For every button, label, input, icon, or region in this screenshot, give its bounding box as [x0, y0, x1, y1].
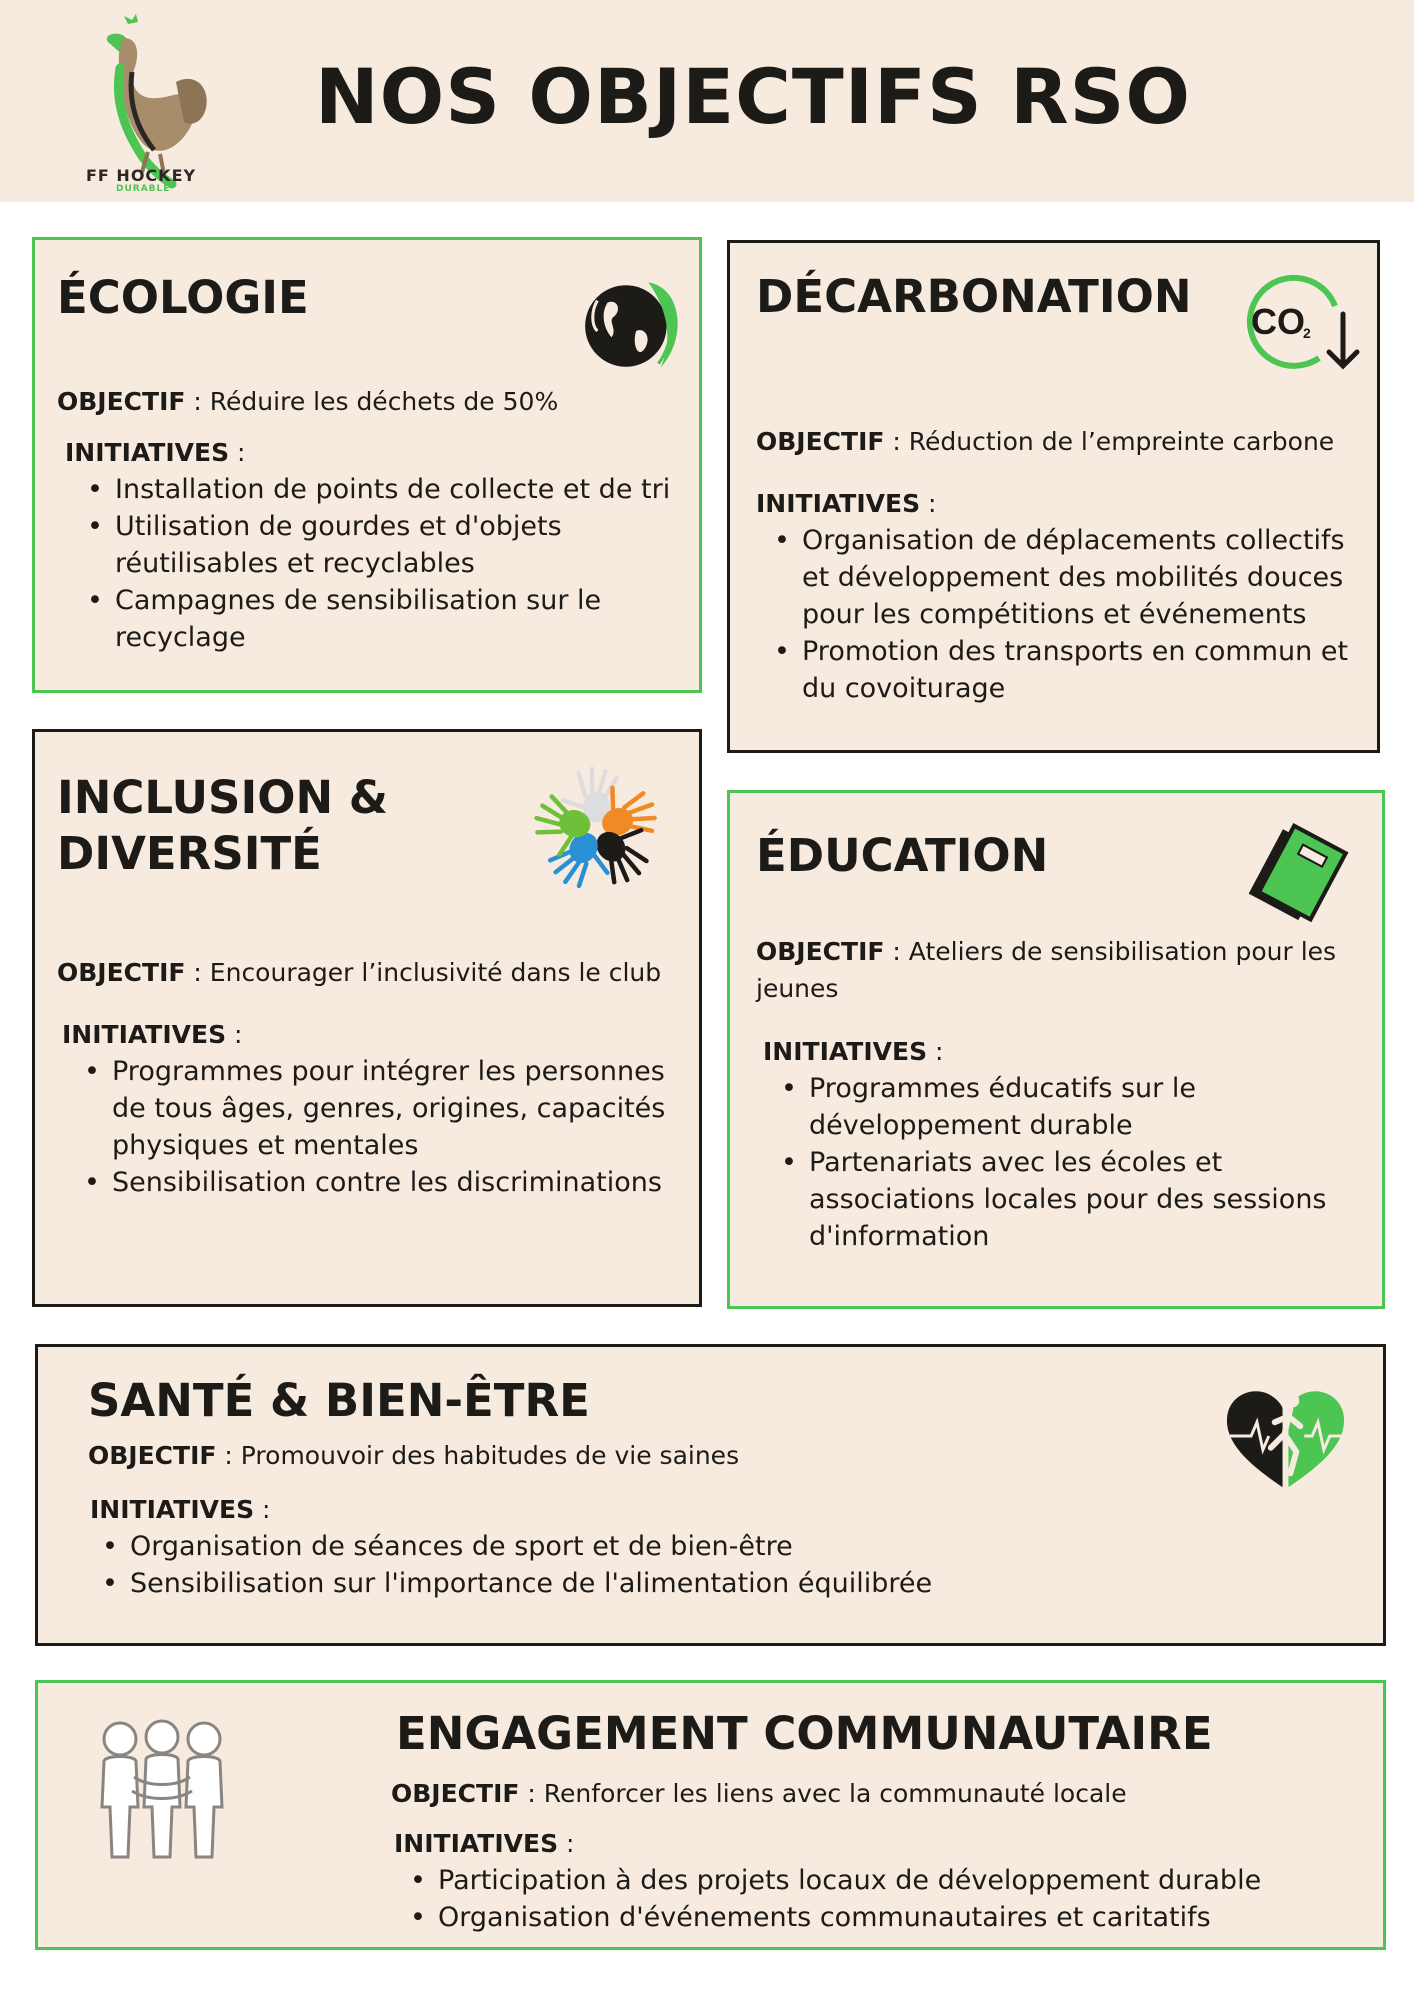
initiatives-heading: INITIATIVES : [65, 438, 246, 467]
initiatives-label: INITIATIVES [90, 1495, 255, 1524]
list-item: • Installation de points de collecte et de tri [85, 471, 670, 508]
initiatives-heading: INITIATIVES : [763, 1037, 944, 1066]
initiatives-label: INITIATIVES [394, 1829, 559, 1858]
objective-label: OBJECTIF [391, 1779, 520, 1808]
objective: OBJECTIF : Promouvoir des habitudes de vie saines [88, 1441, 740, 1470]
card-title: INCLUSION & DIVERSITÉ [57, 771, 389, 880]
initiatives-list [408, 1862, 1261, 1936]
list-item: • Organisation de séances de sport et de bien-être [100, 1528, 932, 1565]
objective-label: OBJECTIF [57, 958, 186, 987]
objective-label: OBJECTIF [88, 1441, 217, 1470]
objective-text: Réduction de l’empreinte carbone [908, 427, 1335, 456]
card-engagement-communautaire [35, 1680, 1386, 1950]
initiatives-list [772, 522, 1348, 707]
card-inclusion-diversite [32, 729, 702, 1307]
list-item: • Participation à des projets locaux de développement durable [408, 1862, 1261, 1899]
globe-leaf-icon [577, 270, 689, 382]
list-item: • Utilisation de gourdes et d'objets réutilisables et recyclables [85, 508, 670, 582]
card-sante-bien-etre [35, 1344, 1386, 1646]
objective-text: Ateliers de sensibilisation pour les [908, 937, 1337, 966]
heart-runner-icon [1218, 1379, 1353, 1497]
list-item: • Campagnes de sensibilisation sur le recyclage [85, 582, 670, 656]
objective: OBJECTIF : Encourager l’inclusivité dans le club [57, 958, 662, 987]
list-item: • Sensibilisation sur l'importance de l'alimentation équilibrée [100, 1565, 932, 1602]
objective: OBJECTIF : Ateliers de sensibilisation pour les jeunes [756, 937, 1337, 1003]
objective: OBJECTIF : Renforcer les liens avec la communauté locale [391, 1779, 1127, 1808]
initiatives-heading: INITIATIVES : [394, 1829, 575, 1858]
initiatives-list [779, 1070, 1327, 1255]
card-title: SANTÉ & BIEN-ÊTRE [88, 1374, 590, 1427]
initiatives-list [82, 1053, 665, 1201]
card-title: ÉDUCATION [756, 829, 1049, 882]
initiatives-list [85, 471, 670, 656]
list-item: • Programmes éducatifs sur le développement durable [779, 1070, 1327, 1144]
list-item: • Partenariats avec les écoles et associations locales pour des sessions d'information [779, 1144, 1327, 1255]
colored-hands-icon [529, 762, 664, 897]
card-education [727, 790, 1385, 1309]
objective-label: OBJECTIF [57, 387, 186, 416]
list-item: • Organisation de déplacements collectifs et développement des mobilités douces pour les compétitions et événements [772, 522, 1348, 633]
co2-subscript: 2 [1303, 325, 1311, 341]
card-title: ÉCOLOGIE [57, 271, 309, 324]
objective: OBJECTIF : Réduction de l’empreinte carbone [756, 427, 1335, 456]
community-people-icon [92, 1717, 232, 1867]
logo-subtext: DURABLE [116, 184, 171, 194]
initiatives-label: INITIATIVES [756, 489, 921, 518]
initiatives-heading: INITIATIVES : [756, 489, 937, 518]
card-title: ENGAGEMENT COMMUNAUTAIRE [396, 1707, 1213, 1760]
initiatives-heading: INITIATIVES : [90, 1495, 271, 1524]
list-item: • Programmes pour intégrer les personnes de tous âges, genres, origines, capacités physiques et mentales [82, 1053, 665, 1164]
co2-down-icon [1235, 266, 1365, 376]
objective: OBJECTIF : Réduire les déchets de 50% [57, 387, 559, 416]
initiatives-list [100, 1528, 932, 1602]
notebook-icon [1237, 811, 1362, 936]
logo-text: FF HOCKEY [86, 166, 197, 185]
co2-text: CO [1251, 301, 1305, 342]
list-item: • Organisation d'événements communautaires et caritatifs [408, 1899, 1261, 1936]
objective-text: Promouvoir des habitudes de vie saines [240, 1441, 740, 1470]
objective-text: Réduire les déchets de 50% [209, 387, 559, 416]
card-title: DÉCARBONATION [756, 270, 1192, 323]
objective-label: OBJECTIF [756, 937, 885, 966]
list-item: • Sensibilisation contre les discriminations [82, 1164, 665, 1201]
objective-text-cont: jeunes [756, 974, 839, 1003]
list-item: • Promotion des transports en commun et du covoiturage [772, 633, 1348, 707]
objective-label: OBJECTIF [756, 427, 885, 456]
initiatives-label: INITIATIVES [62, 1020, 227, 1049]
card-decarbonation [727, 240, 1380, 753]
page-title: NOS OBJECTIFS RSO [315, 52, 1192, 141]
initiatives-heading: INITIATIVES : [62, 1020, 243, 1049]
objective-text: Renforcer les liens avec la communauté locale [543, 1779, 1127, 1808]
initiatives-label: INITIATIVES [65, 438, 230, 467]
objective-text: Encourager l’inclusivité dans le club [209, 958, 662, 987]
page-header [0, 0, 1414, 202]
card-ecologie [32, 237, 702, 693]
initiatives-label: INITIATIVES [763, 1037, 928, 1066]
